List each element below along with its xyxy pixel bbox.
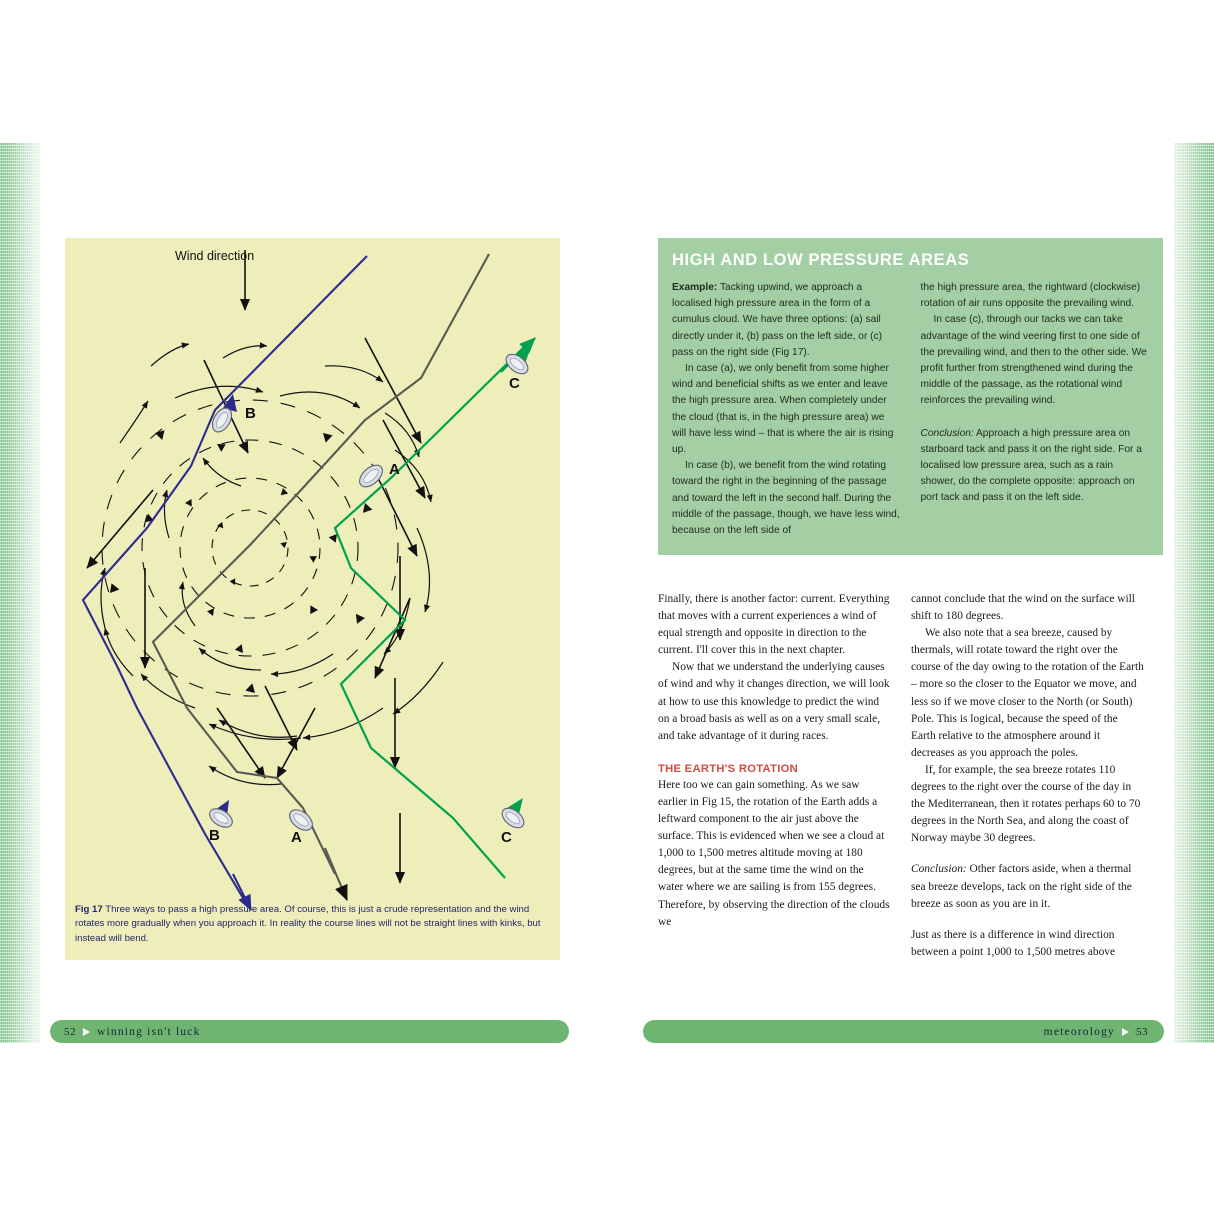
boat-marker-c-top (503, 346, 532, 378)
right-page (629, 143, 1174, 1043)
callout-paragraph: In case (c), through our tacks we can take advantage of the wind veering first to one side of the prevailing wind, and then to the other side. We profit further from strengthened wind during the middle of the passage, as the rotational wind reinforces the prevailing wind. (920, 314, 1147, 407)
footer-left-title: winning isn't luck (97, 1025, 201, 1038)
body-paragraph: If, for example, the sea breeze rotates 110 degrees to the right over the course of the day in the Mediterranean, then it rotates perhaps 60 to 70 degrees in the North Sea, and along the coast of Norway maybe 30 degrees. (911, 763, 1141, 845)
body-paragraph: Finally, there is another factor: current. Everything that moves with a current experiences a wind of equal strength and opposite in direction to the current. I'll cover this in the next chapter. (658, 593, 890, 657)
body-paragraph-text: Other factors aside, when a thermal sea breeze develops, tack on the right side of the breeze as soon as you are in it. (911, 863, 1132, 910)
body-column-2 (911, 591, 1144, 961)
boat-label-a-top: A (389, 461, 400, 478)
body-columns (658, 591, 1163, 961)
callout-high-low-pressure (658, 238, 1163, 555)
callout-lead-example: Example: (672, 282, 718, 293)
figure-caption-text: Three ways to pass a high pressure area. Of course, this is just a crude representation and the wind rotates more gradually when you approach it. In reality the course lines will not be straight lines with kinks, but instead will bend. (75, 903, 541, 944)
callout-paragraph-text: Tacking upwind, we approach a localised high pressure area in the form of a cumulus cloud. We have three options: (a) sail directly under it, (b) pass on the left side, or (c) pass on the right side (Fig 17). (672, 282, 883, 358)
triangle-right-icon (83, 1028, 90, 1036)
boat-label-b-top: B (245, 405, 256, 422)
boat-label-c-bottom: C (501, 829, 512, 846)
footer-left (50, 1020, 569, 1043)
callout-lead-conclusion: Conclusion: (920, 427, 974, 439)
footer-left-page-number: 52 (64, 1025, 76, 1038)
boat-label-b-bottom: B (209, 827, 220, 844)
left-page (40, 143, 585, 1043)
local-wind-arrows (101, 344, 443, 785)
route-a-arrow (325, 848, 347, 900)
wind-vectors (87, 250, 425, 883)
callout-paragraph: In case (b), we benefit from the wind rotating toward the right in the beginning of the passage and toward the left in the second half. During the middle of the passage, though, we have less wind, because on the left side of (672, 460, 900, 537)
body-paragraph: Now that we understand the underlying causes of wind and why it changes direction, we will look at how to use this knowledge to predict the wind on a broad basis as well as on a very small scale, and take advantage of it during races. (658, 661, 890, 742)
route-a-line (153, 254, 489, 874)
footer-right-page-number: 53 (1136, 1025, 1148, 1038)
body-paragraph: cannot conclude that the wind on the surface will shift to 180 degrees. (911, 593, 1135, 623)
callout-paragraph (921, 426, 1150, 507)
body-lead-conclusion: Conclusion: (911, 863, 967, 876)
triangle-right-icon (1122, 1028, 1129, 1036)
boat-label-a-bottom: A (291, 829, 302, 846)
body-paragraph: We also note that a sea breeze, caused by thermals, will rotate toward the right over the course of the day owing to the rotation of the Earth – more so the closer to the Equator we move, and less so if we move closer to the North (or South) Pole. This is logical, because the speed of the Earth relative to the atmosphere around it decreases as you approach the poles. (911, 627, 1144, 759)
route-c-line (335, 346, 525, 878)
figure-17 (65, 238, 560, 960)
footer-right-title: meteorology (1043, 1025, 1115, 1038)
wind-direction-label: Wind direction (175, 249, 255, 263)
body-paragraph (911, 861, 1144, 912)
figure-caption (75, 903, 546, 946)
callout-paragraph: the high pressure area, the rightward (clockwise) rotation of air runs opposite the prevailing wind. (920, 282, 1141, 310)
rotation-circles (102, 400, 398, 696)
footer-right (643, 1020, 1164, 1043)
callout-paragraph-text: Approach a high pressure area on starboard tack and pass it on the right side. For a localised low pressure area, such as a rain shower, do the complete opposite: approach on port tack and pass it on the left side. (920, 427, 1142, 504)
callout-column-2 (921, 280, 1150, 539)
boat-label-c-top: C (509, 375, 520, 392)
callout-title: HIGH AND LOW PRESSURE AREAS (672, 251, 970, 269)
callout-paragraph: In case (a), we only benefit from some higher wind and beneficial shifts as we enter and leave the high pressure area. When completely under the cloud (that is, in the high pressure area) we will have less wind – that is where the air is rising up. (672, 363, 894, 456)
figure-caption-label: Fig 17 (75, 903, 103, 915)
figure-17-diagram (65, 238, 560, 960)
callout-column-1 (672, 280, 901, 539)
body-paragraph: Here too we can gain something. As we saw earlier in Fig 15, the rotation of the Earth adds a leftward component to the air just above the surface. This is evidenced when we see a cloud at 1,000 to 1,500 metres altitude moving at 180 degrees, but at the same time the wind on the water where we are sailing is from 155 degrees. Therefore, by observing the direction of the clouds we (658, 778, 890, 928)
boat-marker-c-bottom (499, 798, 528, 832)
body-column-1 (658, 591, 891, 961)
callout-paragraph (672, 280, 901, 361)
body-paragraph: Just as there is a difference in wind direction between a point 1,000 to 1,500 metres above (911, 928, 1116, 958)
section-heading-earths-rotation: THE EARTH'S ROTATION (658, 762, 799, 775)
